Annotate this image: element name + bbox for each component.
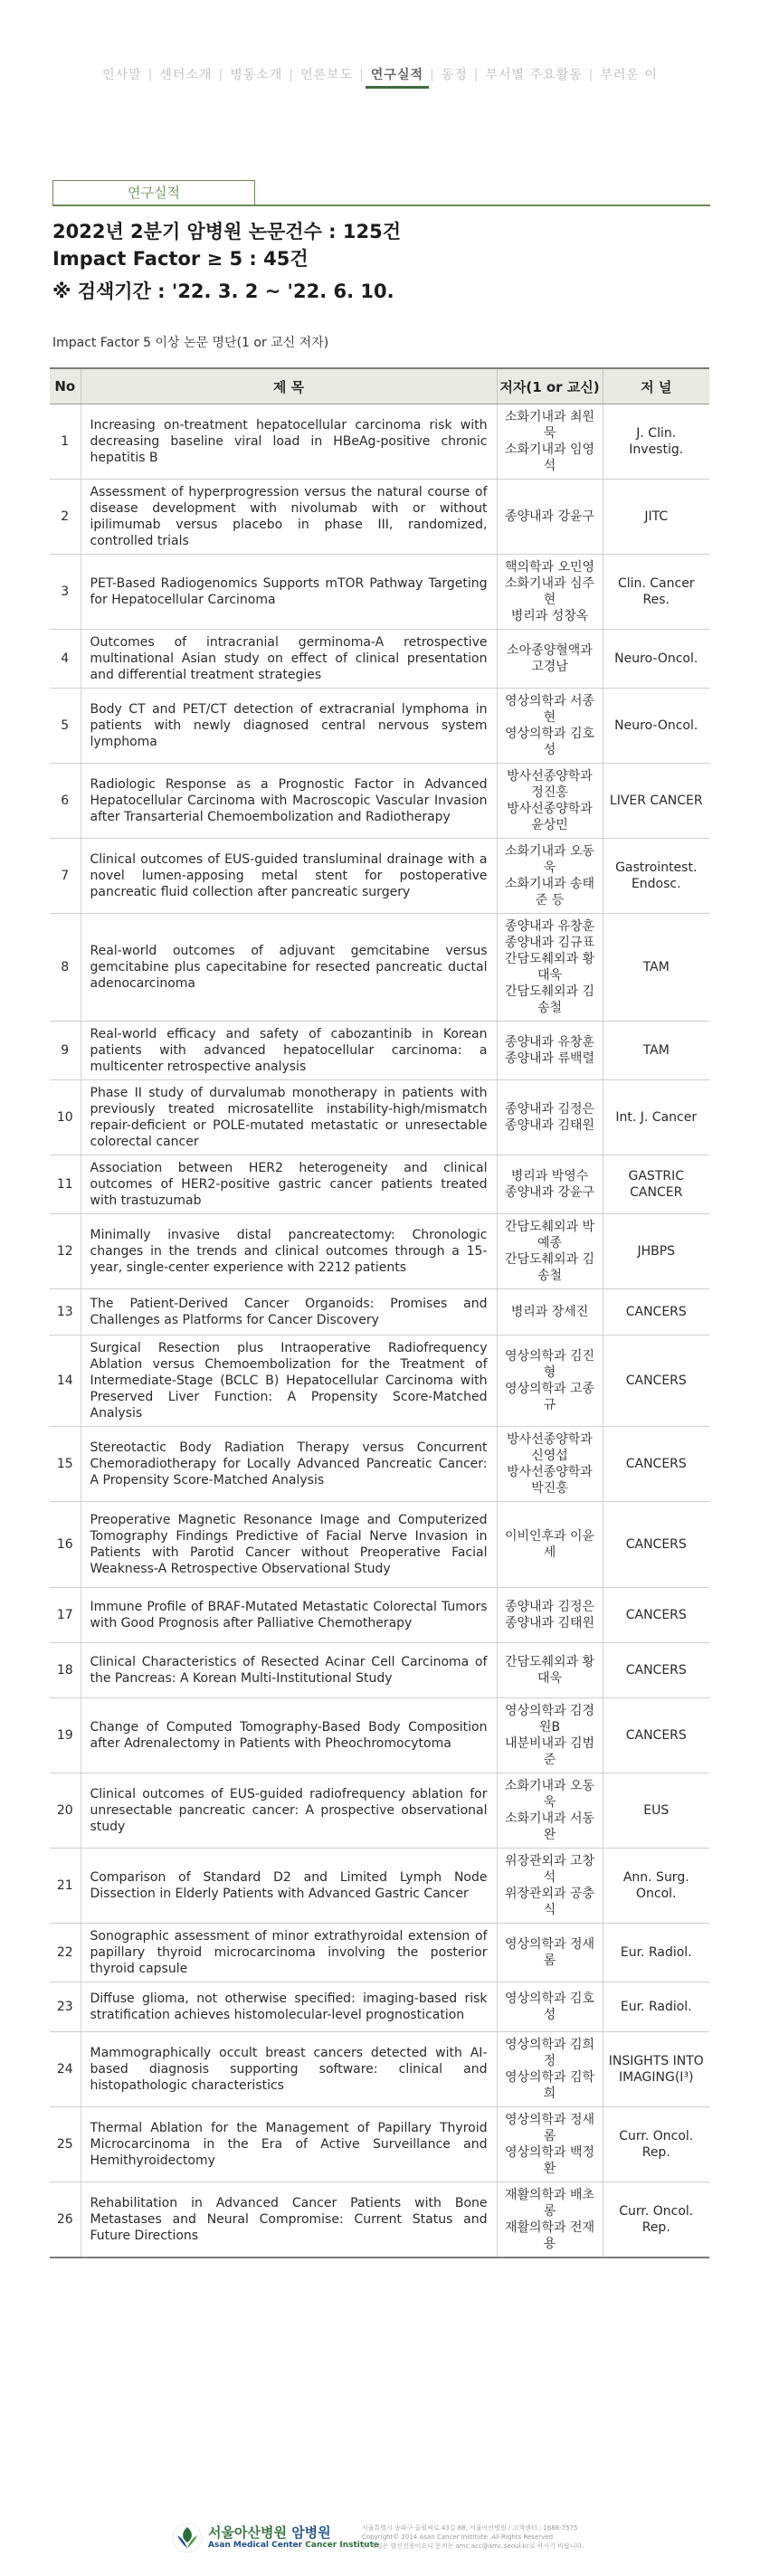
hospital-name-en-main: Asan Medical Center	[208, 2541, 303, 2550]
row-number: 3	[50, 555, 81, 630]
paper-authors: 방사선종양학과 신영섭 방사선종양학과 박진홍	[497, 1427, 603, 1502]
paper-journal: CANCERS	[603, 1289, 709, 1336]
table-row	[50, 1289, 709, 1336]
table-row	[50, 839, 709, 914]
section-label: 연구실적	[52, 180, 255, 204]
paper-journal: EUS	[603, 1773, 709, 1849]
paper-authors: 간담도췌외과 황대욱	[497, 1643, 603, 1698]
row-number: 13	[50, 1289, 81, 1336]
table-row	[50, 1588, 709, 1643]
paper-journal: CANCERS	[603, 1336, 709, 1427]
paper-title: Increasing on-treatment hepatocellular carcinoma risk with decreasing baseline viral load in HBeAg-positive chronic hepatitis B	[81, 404, 497, 480]
footer	[0, 2523, 760, 2555]
nav-item[interactable]: 언론보도	[300, 68, 354, 82]
paper-title: Phase II study of durvalumab monotherapy in patients with previously treated microsatellite instability-high/mismatch repair-deficient or POLE-mutated metastatic or unresectable colorectal cancer	[81, 1080, 497, 1155]
papers-table	[50, 367, 709, 2258]
paper-journal: TAM	[603, 1022, 709, 1080]
nav-item[interactable]: 인사말	[102, 68, 142, 82]
nav-item[interactable]: 부서별 주요활동	[485, 68, 583, 82]
paper-journal: Curr. Oncol. Rep.	[603, 2107, 709, 2182]
paper-title: Radiologic Response as a Prognostic Factor in Advanced Hepatocellular Carcinoma with Macroscopic Vascular Invasion after Transarterial Chemoembolization and Radiotherapy	[81, 764, 497, 839]
table-row	[50, 1336, 709, 1427]
paper-journal: Eur. Radiol.	[603, 1982, 709, 2032]
paper-authors: 방사선종양학과 정진홍 방사선종양학과 윤상민	[497, 764, 603, 839]
paper-journal: Neuro-Oncol.	[603, 689, 709, 764]
table-row	[50, 630, 709, 689]
hospital-name-ko-sub: 암병원	[291, 2524, 331, 2541]
paper-journal: TAM	[603, 914, 709, 1022]
row-number: 14	[50, 1336, 81, 1427]
paper-authors: 종양내과 강윤구	[497, 480, 603, 555]
row-number: 26	[50, 2182, 81, 2258]
nav-item[interactable]: 병동소개	[230, 68, 283, 82]
row-number: 7	[50, 839, 81, 914]
table-row	[50, 2107, 709, 2182]
paper-authors: 위장관외과 고창석 위장관외과 공충식	[497, 1849, 603, 1924]
footer-notice: 본 메일은 발신전용이오니 문의는 amc.acc@amc.seoul.kr로 하시기 바랍니다.	[362, 2543, 584, 2550]
paper-title: Stereotactic Body Radiation Therapy versus Concurrent Chemoradiotherapy for Locally Advanced Pancreatic Cancer: A Propensity Score-Matched Analysis	[81, 1427, 497, 1502]
paper-title: Mammographically occult breast cancers detected with AI-based diagnosis supporting software: clinical and histopathologic characteristics	[81, 2032, 497, 2107]
paper-title: Body CT and PET/CT detection of extracranial lymphoma in patients with newly diagnosed central nervous system lymphoma	[81, 689, 497, 764]
paper-title: Assessment of hyperprogression versus the natural course of disease development with nivolumab with or without ipilimumab versus placebo in phase III, randomized, controlled trials	[81, 480, 497, 555]
asan-leaf-logo-icon	[172, 2523, 203, 2553]
nav-item[interactable]: 동정	[441, 68, 468, 82]
paper-count-heading: 2022년 2분기 암병원 논문건수 : 125건	[52, 221, 401, 242]
paper-authors: 종양내과 유창훈 종양내과 김규표 간담도췌외과 황대욱 간담도췌외과 김송철	[497, 914, 603, 1022]
nav-item[interactable]: 연구실적	[366, 65, 429, 89]
table-row	[50, 1080, 709, 1155]
paper-authors: 종양내과 김정은 종양내과 김태원	[497, 1080, 603, 1155]
footer-info	[362, 2524, 584, 2551]
paper-authors: 병리과 장세진	[497, 1289, 603, 1336]
table-header-row	[50, 368, 709, 404]
paper-title: PET-Based Radiogenomics Supports mTOR Pathway Targeting for Hepatocellular Carcinoma	[81, 555, 497, 630]
paper-title: Diffuse glioma, not otherwise specified: imaging-based risk stratification achieves histomolecular-level prognostication	[81, 1982, 497, 2032]
hospital-name-ko-main: 서울아산병원	[208, 2524, 287, 2541]
row-number: 25	[50, 2107, 81, 2182]
paper-authors: 영상의학과 정새롬	[497, 1924, 603, 1982]
paper-title: Immune Profile of BRAF-Mutated Metastatic Colorectal Tumors with Good Prognosis after Palliative Chemotherapy	[81, 1588, 497, 1643]
paper-authors: 이비인후과 이윤세	[497, 1502, 603, 1588]
paper-journal: Eur. Radiol.	[603, 1924, 709, 1982]
nav-separator: |	[218, 68, 224, 82]
table-row	[50, 2032, 709, 2107]
nav-separator: |	[473, 68, 480, 82]
table-caption: Impact Factor 5 이상 논문 명단(1 or 교신 저자)	[52, 336, 329, 350]
paper-title: Clinical Characteristics of Resected Acinar Cell Carcinoma of the Pancreas: A Korean Multi-Institutional Study	[81, 1643, 497, 1698]
paper-title: Real-world outcomes of adjuvant gemcitabine versus gemcitabine plus capecitabine for resected pancreatic ductal adenocarcinoma	[81, 914, 497, 1022]
paper-title: Clinical outcomes of EUS-guided transluminal drainage with a novel lumen-apposing metal stent for postoperative pancreatic fluid collection after pancreatic surgery	[81, 839, 497, 914]
impact-factor-heading: Impact Factor ≥ 5 : 45건	[52, 248, 309, 270]
paper-title: Association between HER2 heterogeneity and clinical outcomes of HER2-positive gastric cancer patients treated with trastuzumab	[81, 1155, 497, 1214]
nav-separator: |	[359, 68, 365, 82]
paper-title: Surgical Resection plus Intraoperative Radiofrequency Ablation versus Chemoembolization for the Treatment of Intermediate-Stage (BCLC B) Hepatocellular Carcinoma with Preserved Liver Function: A Propensity Score-Matched Analysis	[81, 1336, 497, 1427]
row-number: 15	[50, 1427, 81, 1502]
table-row	[50, 1773, 709, 1849]
paper-journal: CANCERS	[603, 1643, 709, 1698]
row-number: 6	[50, 764, 81, 839]
paper-title: Minimally invasive distal pancreatectomy: Chronologic changes in the trends and clinical outcomes through a 15-year, single-center experience with 2212 patients	[81, 1214, 497, 1289]
paper-title: Rehabilitation in Advanced Cancer Patients with Bone Metastases and Neural Compromise: Current Status and Future Directions	[81, 2182, 497, 2258]
paper-journal: LIVER CANCER	[603, 764, 709, 839]
row-number: 20	[50, 1773, 81, 1849]
row-number: 22	[50, 1924, 81, 1982]
nav-separator: |	[430, 68, 435, 82]
paper-journal: CANCERS	[603, 1502, 709, 1588]
row-number: 5	[50, 689, 81, 764]
nav-item[interactable]: 센터소개	[159, 68, 213, 82]
row-number: 19	[50, 1698, 81, 1773]
row-number: 9	[50, 1022, 81, 1080]
paper-title: Clinical outcomes of EUS-guided radiofrequency ablation for unresectable pancreatic cancer: A prospective observational study	[81, 1773, 497, 1849]
paper-journal: Clin. Cancer Res.	[603, 555, 709, 630]
paper-authors: 병리과 박영수 종양내과 강윤구	[497, 1155, 603, 1214]
table-row	[50, 1698, 709, 1773]
table-row	[50, 1022, 709, 1080]
row-number: 17	[50, 1588, 81, 1643]
paper-journal: Ann. Surg. Oncol.	[603, 1849, 709, 1924]
table-row	[50, 1849, 709, 1924]
paper-authors: 간담도췌외과 박예종 간담도췌외과 김송철	[497, 1214, 603, 1289]
paper-title: Thermal Ablation for the Management of Papillary Thyroid Microcarcinoma in the Era of Active Surveillance and Hemithyroidectomy	[81, 2107, 497, 2182]
nav-separator: |	[588, 68, 594, 82]
paper-journal: Neuro-Oncol.	[603, 630, 709, 689]
paper-authors: 영상의학과 김진형 영상의학과 고종규	[497, 1336, 603, 1427]
paper-title: Preoperative Magnetic Resonance Image and Computerized Tomography Findings Predictive of Facial Nerve Invasion in Patients with Parotid Cancer without Preoperative Facial Weakness-A Retrospective Observational Study	[81, 1502, 497, 1588]
table-row	[50, 1427, 709, 1502]
table-row	[50, 1214, 709, 1289]
table-row	[50, 2182, 709, 2258]
table-row	[50, 1502, 709, 1588]
paper-authors: 종양내과 김정은 종양내과 김태원	[497, 1588, 603, 1643]
paper-title: The Patient-Derived Cancer Organoids: Promises and Challenges as Platforms for Cancer Discovery	[81, 1289, 497, 1336]
nav-separator: |	[289, 68, 295, 82]
hospital-name-ko	[208, 2523, 331, 2542]
row-number: 18	[50, 1643, 81, 1698]
table-row	[50, 764, 709, 839]
table-row	[50, 1155, 709, 1214]
hospital-name-en-sub: Cancer Institute	[305, 2541, 379, 2550]
paper-journal: JHBPS	[603, 1214, 709, 1289]
row-number: 23	[50, 1982, 81, 2032]
paper-authors: 소화기내과 오동욱 소화기내과 서동완	[497, 1773, 603, 1849]
paper-journal: Curr. Oncol. Rep.	[603, 2182, 709, 2258]
row-number: 21	[50, 1849, 81, 1924]
row-number: 16	[50, 1502, 81, 1588]
paper-journal: Gastrointest. Endosc.	[603, 839, 709, 914]
row-number: 1	[50, 404, 81, 480]
table-row	[50, 914, 709, 1022]
paper-journal: CANCERS	[603, 1588, 709, 1643]
nav-item[interactable]: 부러운 이	[600, 68, 658, 82]
footer-address: 서울특별시 송파구 올림픽로 43길 88, 서울아산병원 / 고객센터 : 1688-7575	[362, 2524, 578, 2532]
table-row	[50, 404, 709, 480]
paper-authors: 영상의학과 정새롬 영상의학과 백정환	[497, 2107, 603, 2182]
section-divider	[52, 204, 710, 206]
paper-authors: 소화기내과 오동욱 소화기내과 송태준 등	[497, 839, 603, 914]
paper-journal: GASTRIC CANCER	[603, 1155, 709, 1214]
paper-journal: INSIGHTS INTO IMAGING(I³)	[603, 2032, 709, 2107]
paper-title: Real-world efficacy and safety of cabozantinib in Korean patients with advanced hepatocellular carcinoma: a multicenter retrospective analysis	[81, 1022, 497, 1080]
footer-copyright: Copyright© 2014 Asan Cancer Institute. All Rights Reserved.	[362, 2533, 556, 2541]
table-row	[50, 1643, 709, 1698]
paper-authors: 종양내과 유창훈 종양내과 류백렬	[497, 1022, 603, 1080]
row-number: 2	[50, 480, 81, 555]
search-period-heading: ※ 검색기간 : '22. 3. 2 ~ '22. 6. 10.	[52, 280, 394, 302]
paper-authors: 영상의학과 서종현 영상의학과 김호성	[497, 689, 603, 764]
paper-journal: J. Clin. Investig.	[603, 404, 709, 480]
table-row	[50, 1924, 709, 1982]
table-row	[50, 689, 709, 764]
header-authors: 저자(1 or 교신)	[497, 368, 603, 404]
paper-authors: 영상의학과 김호성	[497, 1982, 603, 2032]
paper-journal: CANCERS	[603, 1427, 709, 1502]
top-navigation	[0, 65, 760, 89]
paper-title: Change of Computed Tomography-Based Body Composition after Adrenalectomy in Patients with Pheochromocytoma	[81, 1698, 497, 1773]
paper-authors: 재활의학과 배초롱 재활의학과 전재용	[497, 2182, 603, 2258]
header-journal: 저 널	[603, 368, 709, 404]
nav-separator: |	[147, 68, 154, 82]
table-row	[50, 555, 709, 630]
papers-table-body	[50, 404, 709, 2258]
row-number: 4	[50, 630, 81, 689]
paper-title: Outcomes of intracranial germinoma-A retrospective multinational Asian study on effect of clinical presentation and differential treatment strategies	[81, 630, 497, 689]
paper-journal: JITC	[603, 480, 709, 555]
paper-authors: 소화기내과 최원묵 소화기내과 임영석	[497, 404, 603, 480]
paper-authors: 소아종양혈액과 고경남	[497, 630, 603, 689]
row-number: 24	[50, 2032, 81, 2107]
row-number: 12	[50, 1214, 81, 1289]
paper-title: Comparison of Standard D2 and Limited Lymph Node Dissection in Elderly Patients with Advanced Gastric Cancer	[81, 1849, 497, 1924]
paper-title: Sonographic assessment of minor extrathyroidal extension of papillary thyroid microcarcinoma involving the posterior thyroid capsule	[81, 1924, 497, 1982]
row-number: 10	[50, 1080, 81, 1155]
table-row	[50, 1982, 709, 2032]
paper-journal: CANCERS	[603, 1698, 709, 1773]
paper-authors: 영상의학과 김희정 영상의학과 김학희	[497, 2032, 603, 2107]
hospital-name-en	[208, 2541, 379, 2550]
row-number: 8	[50, 914, 81, 1022]
row-number: 11	[50, 1155, 81, 1214]
table-row	[50, 480, 709, 555]
paper-authors: 영상의학과 김경원B 내분비내과 김범준	[497, 1698, 603, 1773]
paper-authors: 핵의학과 오민영 소화기내과 심주현 병리과 성창옥	[497, 555, 603, 630]
header-no: No	[50, 368, 81, 404]
paper-journal: Int. J. Cancer	[603, 1080, 709, 1155]
header-title: 제 목	[81, 368, 497, 404]
